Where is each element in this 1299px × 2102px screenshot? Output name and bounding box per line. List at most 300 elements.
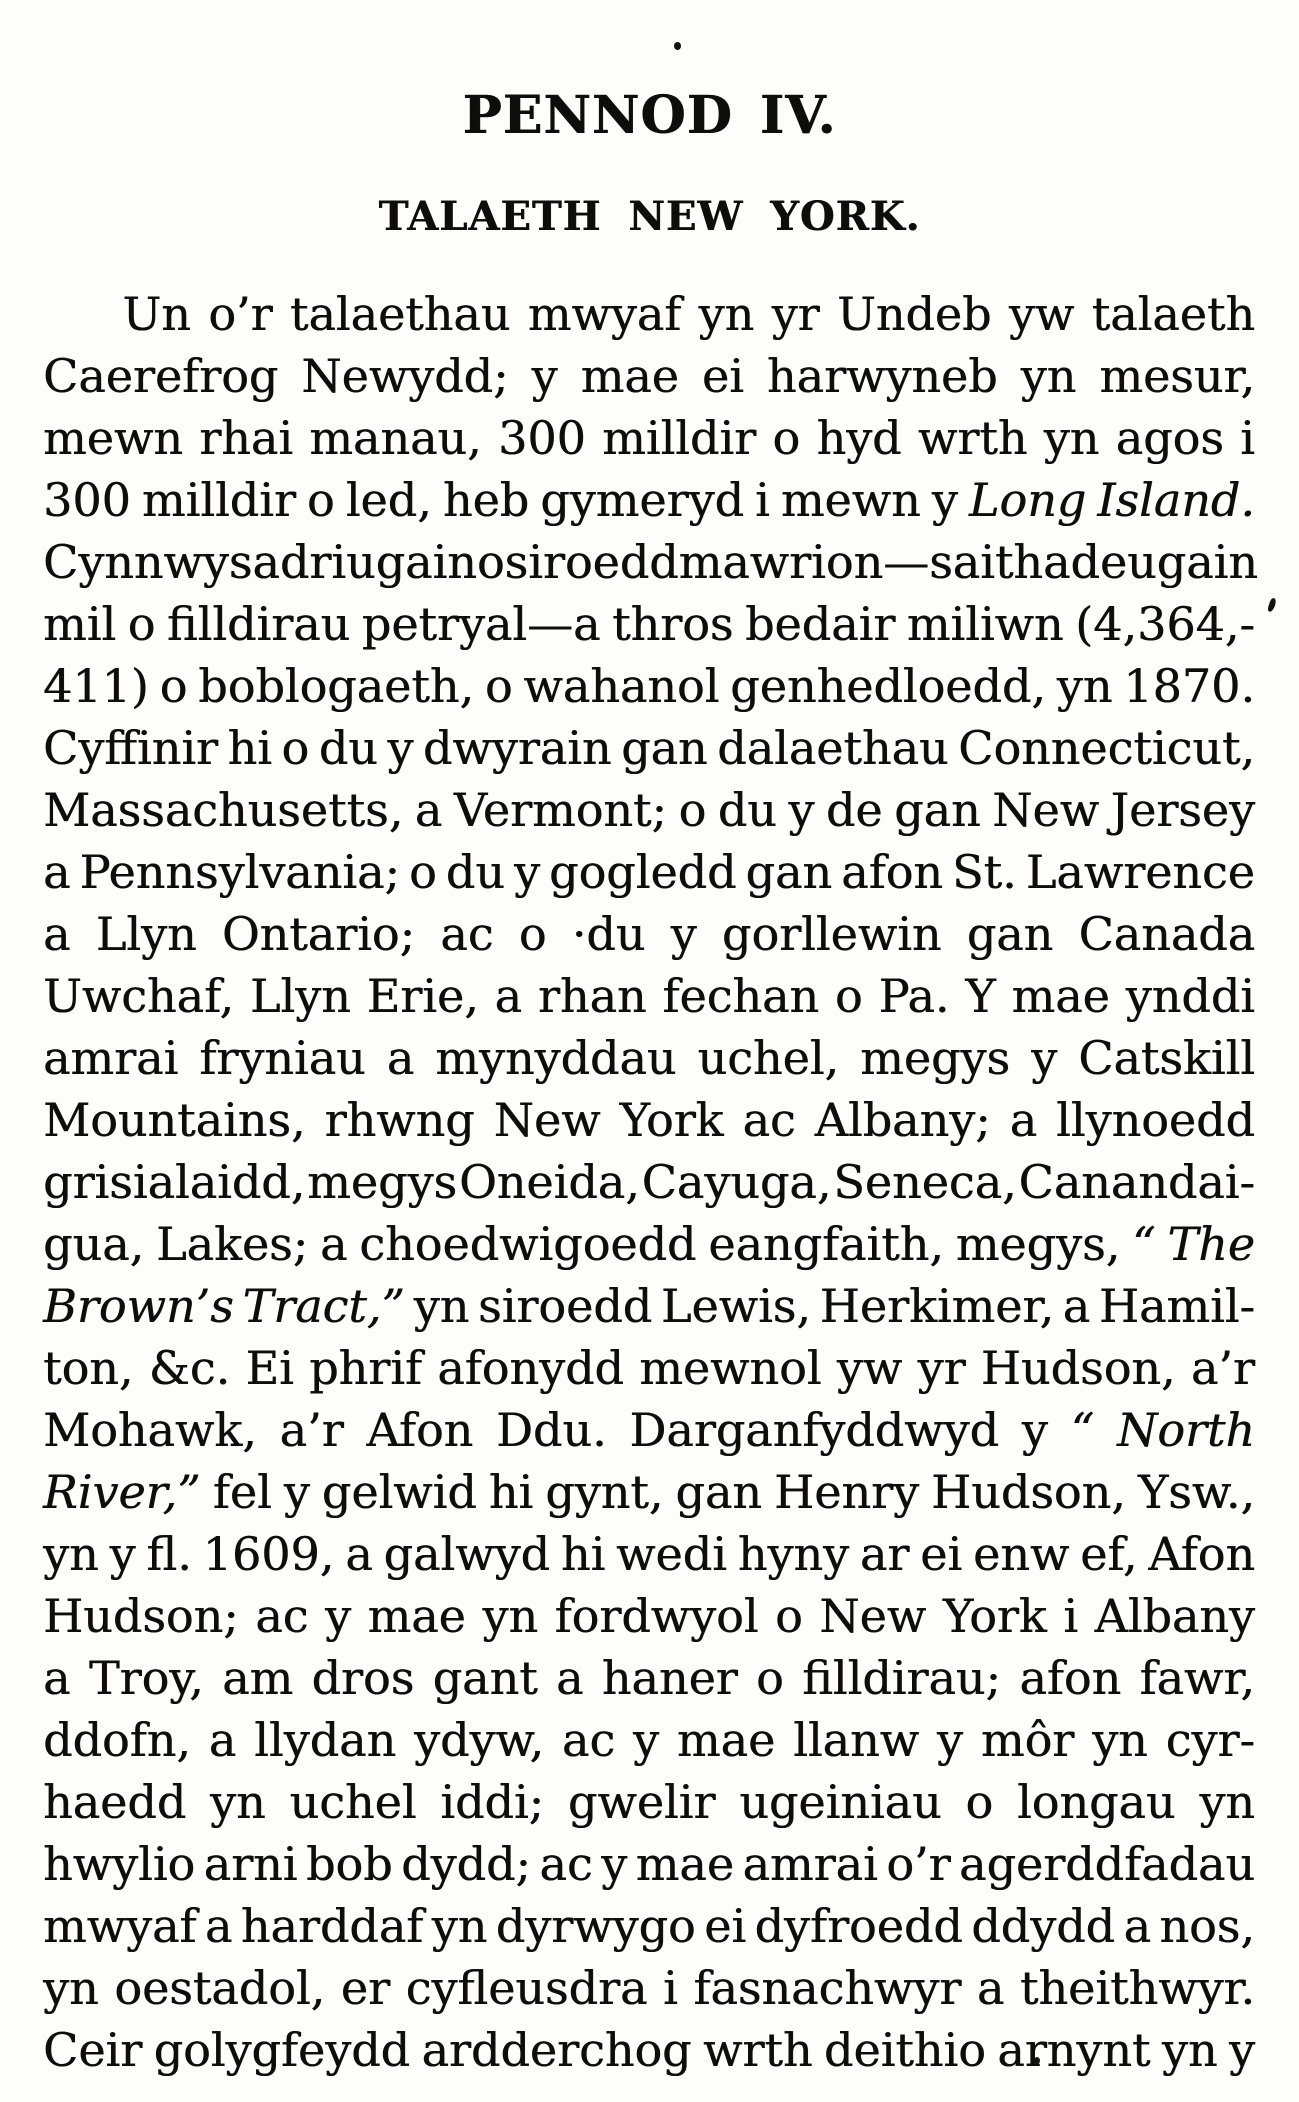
word: dalaethau [717,721,949,775]
word: hi [227,721,272,775]
word: yn [43,1961,99,2015]
word: gan [745,845,833,899]
word: arnynt [997,2023,1151,2077]
word: 411) [43,659,149,713]
word: a [204,1899,233,1953]
word: hi [560,1527,606,1581]
word: St. [952,845,1017,899]
word: a [976,1961,1005,2015]
word: yn [1020,349,1077,403]
word: megys, [955,1217,1121,1271]
word: o [756,1651,784,1705]
word: a [43,1651,71,1705]
word: gan [621,721,708,775]
word: miliwn [906,597,1064,651]
word: Hamil- [1098,1279,1255,1333]
word: enw [972,1527,1070,1581]
word: yw [836,1341,903,1395]
word: wedi [616,1527,727,1581]
word: mwyaf [527,287,682,341]
word: o [834,969,863,1023]
word: ddofn, [43,1713,191,1767]
word: Connecticut, [958,721,1255,775]
word: a’r [1190,1341,1255,1395]
word: gelwid [321,1465,477,1519]
word: Pennsylvania; [79,845,400,899]
word: Hudson; [43,1589,239,1643]
text-line [43,593,1255,655]
word: de [825,783,883,837]
word: ei [920,1527,963,1581]
word: gua, [43,1217,145,1271]
word: gan [675,1465,762,1519]
scan-speck-top [674,42,681,50]
word: rhai [199,411,293,465]
word: agos [1115,411,1224,465]
word: y [931,473,958,527]
word: y [1031,1031,1058,1085]
word: yn [482,1589,538,1643]
text-line [43,469,1255,531]
word: o [772,411,801,465]
word: a [386,1031,415,1085]
word: y [1021,1403,1048,1457]
word: Y [965,969,996,1023]
word: o’r [208,287,273,341]
word: yn [413,1279,470,1333]
text-line [43,1089,1255,1151]
text-line [43,841,1255,903]
word: New [493,1093,601,1147]
word: yn [431,1899,488,1953]
word: 300 [43,473,131,527]
word: phrif [309,1341,422,1395]
word: arni [203,1837,298,1891]
word: o [518,907,547,961]
word: a [1009,1093,1038,1147]
word: filldirau; [802,1651,1001,1705]
word: a’r [279,1403,344,1457]
word: boblogaeth, [198,659,474,713]
word: fechan [662,969,820,1023]
word: eangfaith, [708,1217,944,1271]
word: a [414,783,443,837]
word: bedair [744,597,896,651]
text-line [43,903,1255,965]
word: Mohawk, [43,1403,257,1457]
word: 1870. [1123,659,1255,713]
word: yn [1199,1775,1255,1829]
word: Ceir [43,2023,143,2077]
word: Albany; [814,1093,991,1147]
word: 1609, [202,1527,335,1581]
word: y [788,783,815,837]
word: Mountains, [43,1093,306,1147]
word: o [408,845,437,899]
text-line [43,779,1255,841]
word: megys [860,1031,1011,1085]
text-line [43,1895,1255,1957]
word: du [445,845,505,899]
word: Lewis, [660,1279,811,1333]
text-line [43,965,1255,1027]
word: haedd [43,1775,187,1829]
word: Lakes; [155,1217,309,1271]
word: afonydd [437,1341,624,1395]
word: Island. [1097,473,1255,527]
word: led, [345,473,432,527]
text-line [43,655,1255,717]
word: o [127,597,156,651]
word: Brown’s [43,1279,234,1333]
word: ac [255,1589,309,1643]
word: y [633,1713,659,1767]
word: a [1042,535,1071,589]
word: ydyw, [414,1713,544,1767]
word: Jersey [1110,783,1255,837]
word: mynyddau [435,1031,677,1085]
word: a [1062,1279,1091,1333]
word: gymeryd [540,473,744,527]
word: o [484,659,513,713]
word: Uwchaf, [43,969,234,1023]
word: ac [561,1713,616,1767]
word: yn [43,1527,99,1581]
word: haner [601,1651,738,1705]
word: yn [698,287,755,341]
word: Lawrence [1025,845,1255,899]
word: “ [1132,1217,1156,1271]
word: agerddfadau [959,1837,1255,1891]
word: hyd [816,411,902,465]
word: a [494,969,522,1023]
word: afon [1019,1651,1122,1705]
word: mewnol [639,1341,822,1395]
text-line [43,407,1255,469]
word: am [222,1651,294,1705]
word: y [109,1527,136,1581]
word: y [936,1713,963,1767]
text-line [43,283,1255,345]
word: mae [367,1589,466,1643]
word: Massachusetts, [43,783,404,837]
text-line [43,1213,1255,1275]
word: talaeth [1091,287,1255,341]
word: ei [701,349,744,403]
word: o [775,1589,803,1643]
word: Tract,” [242,1279,405,1333]
word: ef, [1080,1527,1138,1581]
word: deithio [823,2023,986,2077]
word: York [942,1589,1047,1643]
word: uchel [289,1775,417,1829]
word: River,” [43,1465,201,1519]
word: fawr, [1139,1651,1255,1705]
word: golygfeydd [153,2023,410,2077]
text-line [43,1399,1255,1461]
word: ·du [571,907,646,961]
word: o [678,783,707,837]
word: mae [580,349,679,403]
word: milldir [141,473,296,527]
word: mewn [43,411,183,465]
word: gogledd [549,845,737,899]
word: môr [980,1713,1075,1767]
word: y [601,1837,628,1891]
word: dydd; [401,1837,531,1891]
word: fordwyol [554,1589,759,1643]
word: afon [841,845,943,899]
word: fl. [146,1527,192,1581]
word: North [1116,1403,1255,1457]
word: dwyrain [422,721,612,775]
word: (4,364,- [1075,597,1255,651]
word: wahanol [523,659,720,713]
word: Seneca, [833,1155,1017,1209]
word: nos, [1159,1899,1255,1953]
text-line [43,1151,1255,1213]
word: mawrion—saith [678,535,1043,589]
word: Canandai- [1018,1155,1255,1209]
word: Canada [1078,907,1255,961]
word: mae [676,1713,776,1767]
body-text [43,283,1258,2081]
word: llynoedd [1056,1093,1255,1147]
word: Llyn [95,907,197,961]
word: amrai [43,1031,179,1085]
word: “ [1070,1403,1095,1457]
word: y [387,721,414,775]
word: Vermont; [453,783,667,837]
word: o [281,721,310,775]
word: ac [539,1837,593,1891]
word: a [555,1651,584,1705]
text-line [43,1275,1255,1337]
word: gan [966,907,1054,961]
word: ardderchog [421,2023,692,2077]
word: a [1123,1899,1151,1953]
word: rhan [537,969,647,1023]
word: i [1240,411,1255,465]
text-line [43,2019,1255,2081]
text-line [43,1461,1255,1523]
word: Llyn [249,969,351,1023]
chapter-subtitle: TALAETH NEW YORK. [378,193,921,240]
word: Pa. [878,969,950,1023]
text-line [43,1523,1255,1585]
word: a [43,845,71,899]
word: talaethau [289,287,511,341]
word: York [619,1093,724,1147]
word: Newydd; [301,349,509,403]
word: ac [742,1093,796,1147]
word: du [717,783,777,837]
text-line [43,1833,1255,1895]
word: mewn [780,473,921,527]
word: &c. [148,1341,231,1395]
word: oestadol, [114,1961,326,2015]
word: ei [704,1899,747,1953]
word: heb [442,473,530,527]
word: yn [1092,1713,1148,1767]
word: dros [311,1651,415,1705]
word: gan [894,783,981,837]
word: y [531,349,558,403]
word: ar [859,1527,910,1581]
word: milldir [602,411,757,465]
word: Henry [773,1465,919,1519]
text-line [43,1771,1255,1833]
word: y [670,907,697,961]
word: i [1063,1589,1078,1643]
word: Cyffinir [43,721,218,775]
word: a [320,1217,348,1271]
word: Catskill [1078,1031,1255,1085]
word: uchel, [697,1031,840,1085]
word: mesur, [1099,349,1255,403]
word: Caerefrog [43,349,279,403]
word: Hudson, [980,1341,1176,1395]
word: gant [432,1651,538,1705]
word: iddi; [440,1775,545,1829]
word: New [992,783,1099,837]
word: fryniau [199,1031,366,1085]
word: ddydd [971,1899,1115,1953]
word: yn [1043,411,1100,465]
word: a [43,907,71,961]
word: Ysw., [1137,1465,1255,1519]
word: deugain [1070,535,1258,589]
word: llydan [254,1713,397,1767]
word: yn [1056,659,1113,713]
word: a [345,1527,373,1581]
word: hyny [737,1527,849,1581]
word: Ontario; [221,907,415,961]
word: harddaf [240,1899,424,1953]
word: er [340,1961,391,2015]
word: yr [771,287,820,341]
word: du [318,721,378,775]
word: fasnachwyr [693,1961,962,2015]
word: cyr- [1165,1713,1255,1767]
word: cyfleusdra [405,1961,648,2015]
word: mae [1011,969,1110,1023]
word: gorllewin [721,907,942,961]
word: Oneida, [458,1155,640,1209]
word: Long [968,473,1087,527]
word: Afon [1148,1527,1255,1581]
word: manau, [309,411,482,465]
word: Un [122,287,191,341]
word: 300 [497,411,586,465]
chapter-title: PENNOD IV. [462,85,837,146]
word: i [663,1961,678,2015]
word: petryal—a [361,597,601,651]
text-line [43,1957,1255,2019]
word: Hudson, [931,1465,1126,1519]
word: wrth [917,411,1028,465]
word: choedwigoedd [359,1217,697,1271]
word: Undeb [836,287,992,341]
word: thros [612,597,734,651]
word: megys [307,1155,458,1209]
word: y [324,1589,351,1643]
word: amrai [742,1837,878,1891]
word: gynt, [545,1465,664,1519]
word: hwylio [43,1837,196,1891]
scan-speck-right-margin [1267,597,1277,612]
word: ynddi [1125,969,1255,1023]
text-line [43,1585,1255,1647]
word: yr [917,1341,966,1395]
text-line [43,717,1255,779]
word: galwyd [383,1527,550,1581]
word: siroedd [477,1279,653,1333]
text-line [43,1337,1255,1399]
word: ac [440,907,494,961]
word: y [283,1465,310,1519]
word: mae [635,1837,734,1891]
word: wrth [702,2023,813,2077]
word: grisialaidd, [43,1155,306,1209]
word: o [159,659,188,713]
word: Cynnwysa [43,535,280,589]
word: Darganfyddwyd [629,1403,999,1457]
word: siroedd [504,535,679,589]
word: Troy, [88,1651,204,1705]
word: a [208,1713,237,1767]
word: yn [210,1775,266,1829]
word: yn [1161,2023,1218,2077]
word: y [1228,2023,1255,2077]
word: llanw [793,1713,919,1767]
text-line [43,531,1258,593]
word: mil [43,597,117,651]
word: gwelir [567,1775,716,1829]
word: dyfroedd [754,1899,963,1953]
word: The [1167,1217,1255,1271]
word: ugeiniau [739,1775,942,1829]
word: y [513,845,540,899]
text-line [43,1647,1255,1709]
word: mwyaf [43,1899,197,1953]
text-line [43,345,1255,407]
word: harwyneb [766,349,998,403]
word: bob [305,1837,393,1891]
word: longau [1016,1775,1176,1829]
word: yw [1008,287,1075,341]
word: o [306,473,335,527]
word: fel [212,1465,272,1519]
text-line [43,1709,1255,1771]
text-line [43,1027,1255,1089]
word: o [476,535,505,589]
word: Ddu. [496,1403,607,1457]
word: i [755,473,770,527]
word: o’r [886,1837,951,1891]
word: genhedloedd, [730,659,1046,713]
word: rhwng [324,1093,475,1147]
word: Ei [245,1341,294,1395]
word: dyrwygo [495,1899,696,1953]
word: Cayuga, [641,1155,832,1209]
word: theithwyr. [1019,1961,1255,2015]
word: driugain [279,535,477,589]
word: Erie, [366,969,479,1023]
word: filldirau [166,597,351,651]
word: Albany [1094,1589,1255,1643]
word: hi [488,1465,534,1519]
